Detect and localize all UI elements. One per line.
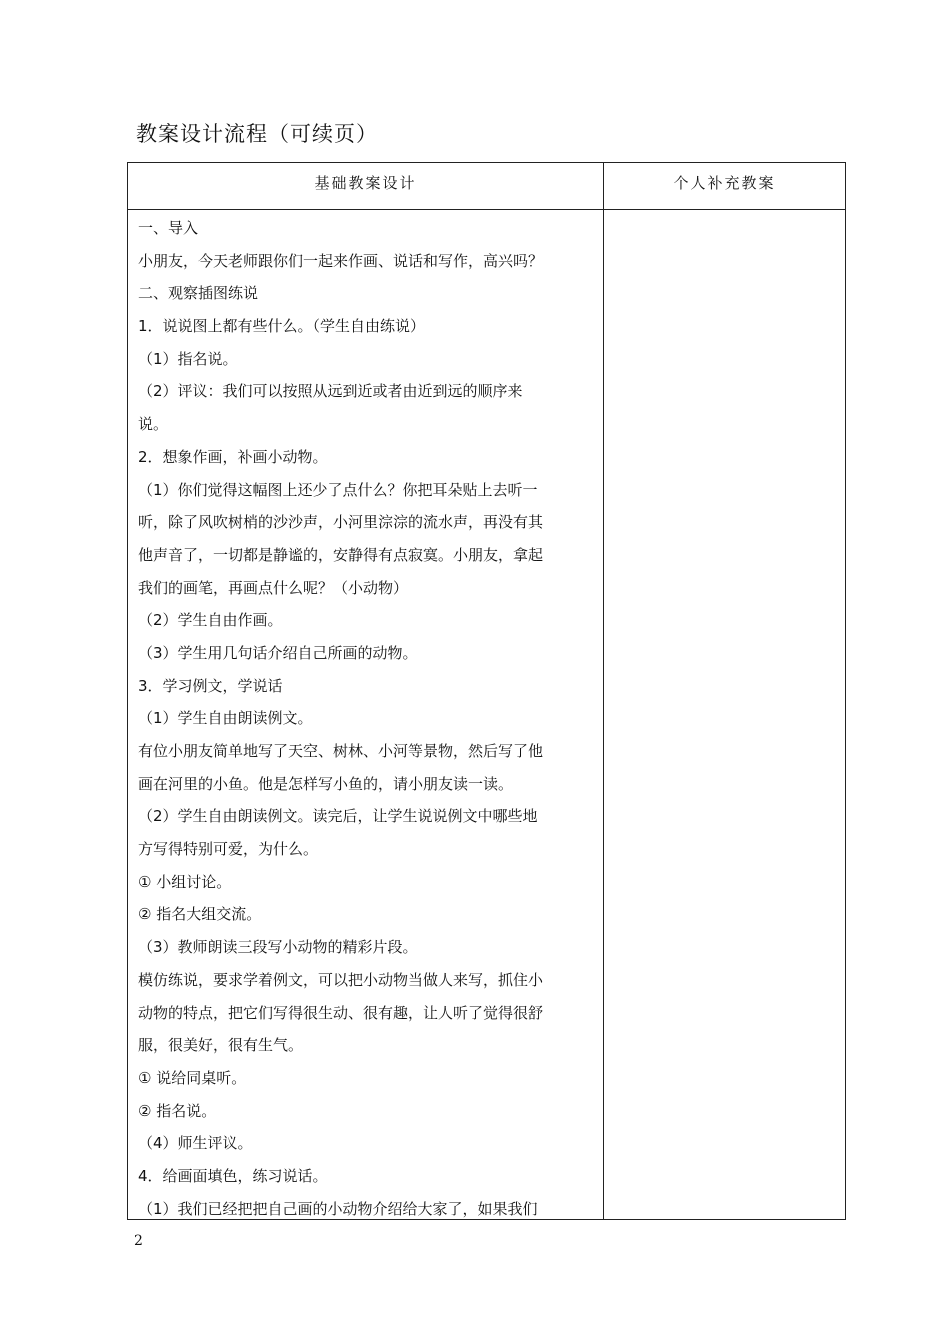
plan-line: 他声音了，一切都是静谧的，安静得有点寂寞。小朋友，拿起 <box>138 545 544 564</box>
plan-line: ① 说给同桌听。 <box>138 1068 247 1087</box>
plan-line: 有位小朋友简单地写了天空、树林、小河等景物，然后写了他 <box>138 742 544 760</box>
plan-line: （1）指名说。 <box>138 349 238 368</box>
lesson-plan-table <box>127 162 846 1220</box>
header-personal-supplement: 个人补充教案 <box>673 174 776 192</box>
plan-line: 4．给画面填色，练习说话。 <box>138 1166 328 1185</box>
plan-line: 模仿练说，要求学着例文，可以把小动物当做人来写，抓住小 <box>138 970 544 989</box>
plan-line: 小朋友，今天老师跟你们一起来作画、说话和写作，高兴吗？ <box>138 251 544 270</box>
plan-line: ② 指名大组交流。 <box>138 905 262 924</box>
plan-line: （3）学生用几句话介绍自己所画的动物。 <box>138 643 418 662</box>
header-basic-plan: 基础教案设计 <box>314 174 417 192</box>
plan-line: 画在河里的小鱼。他是怎样写小鱼的，请小朋友读一读。 <box>138 774 514 793</box>
plan-line: （2）学生自由朗读例文。读完后，让学生说说例文中哪些地 <box>138 807 538 826</box>
plan-line: 动物的特点，把它们写得很生动、很有趣，让人听了觉得很舒 <box>138 1003 544 1022</box>
basic-plan-content <box>138 212 593 1225</box>
plan-line: （2）评议：我们可以按照从远到近或者由近到远的顺序来 <box>138 382 523 401</box>
plan-line: 说。 <box>138 415 169 434</box>
table-header-row <box>128 163 845 210</box>
plan-line: （1）我们已经把把自己画的小动物介绍给大家了，如果我们 <box>138 1199 538 1218</box>
plan-line: 2．想象作画，补画小动物。 <box>138 447 328 466</box>
plan-line: （2）学生自由作画。 <box>138 611 283 630</box>
plan-line: 一、导入 <box>138 219 199 237</box>
plan-line: 二、观察插图练说 <box>138 284 259 303</box>
page-number: 2 <box>134 1233 143 1249</box>
plan-line: 服，很美好，很有生气。 <box>138 1036 304 1055</box>
plan-line: ① 小组讨论。 <box>138 872 232 891</box>
plan-line: （1）你们觉得这幅图上还少了点什么？你把耳朵贴上去听一 <box>138 480 538 499</box>
plan-line: （1）学生自由朗读例文。 <box>138 709 313 728</box>
plan-line: 我们的画笔，再画点什么呢？（小动物） <box>138 578 409 597</box>
personal-supplement-cell <box>604 210 845 1219</box>
page-title: 教案设计流程（可续页） <box>136 122 378 146</box>
plan-line: 听，除了风吹树梢的沙沙声，小河里淙淙的流水声，再没有其 <box>138 513 544 532</box>
plan-line: 3．学习例文，学说话 <box>138 676 283 695</box>
plan-line: 方写得特别可爱，为什么。 <box>138 840 319 859</box>
plan-line: 1．说说图上都有些什么。（学生自由练说） <box>138 317 426 336</box>
plan-line: （4）师生评议。 <box>138 1134 253 1153</box>
plan-line: （3）教师朗读三段写小动物的精彩片段。 <box>138 938 418 957</box>
plan-line: ② 指名说。 <box>138 1101 217 1120</box>
